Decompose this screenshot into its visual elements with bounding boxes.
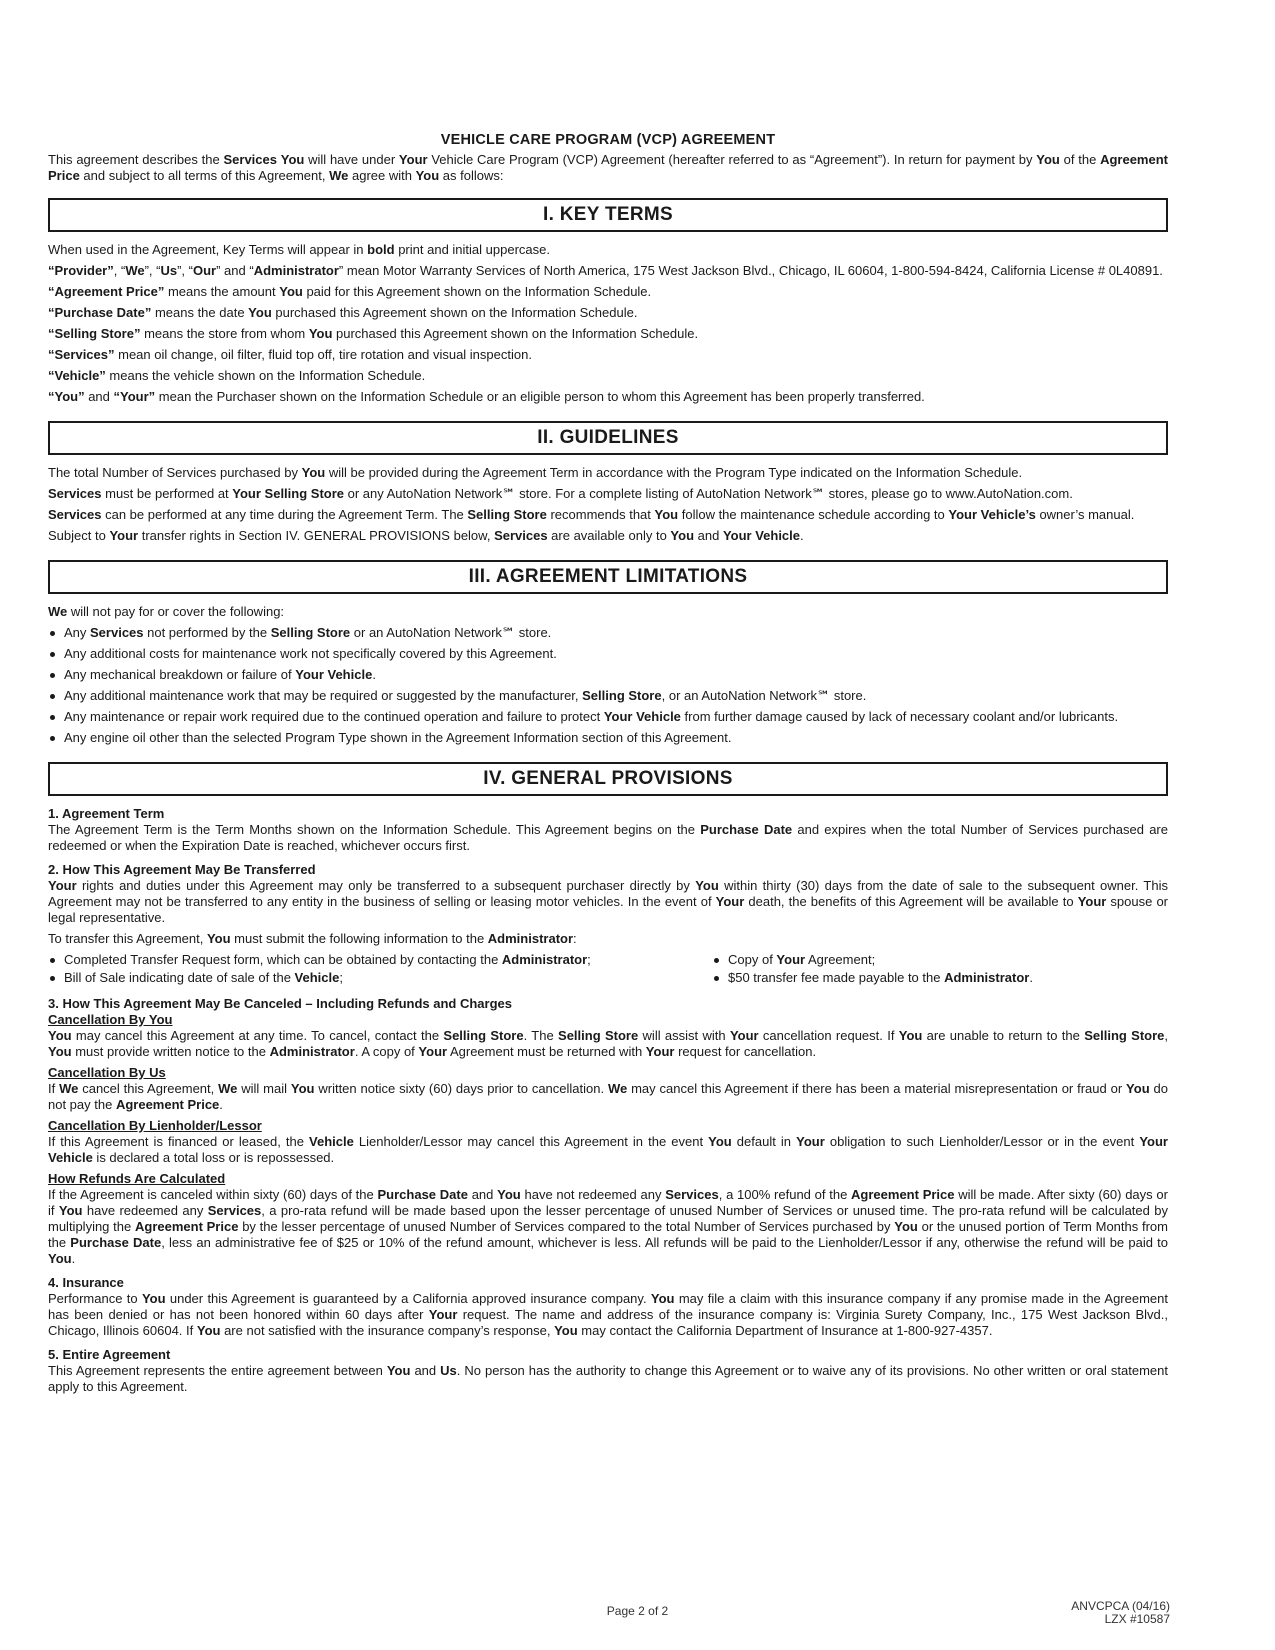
paragraph: “You” and “Your” mean the Purchaser shown on the Information Schedule or an eligible person to whom this Agreement has been properly transferred. [48,389,925,404]
bold-term: We [218,1081,238,1096]
bold-term: Services [207,1203,262,1218]
bold-term: Services [223,152,277,167]
bold-term: Us [160,263,178,278]
section-guidelines [48,421,1168,544]
bold-term: Vehicle [294,970,340,985]
bold-term: You [497,1187,521,1202]
bold-term: You [301,465,326,480]
document-title: VEHICLE CARE PROGRAM (VCP) AGREEMENT [440,132,776,148]
key-terms-body [48,242,1168,405]
bold-term: Your [418,1044,448,1059]
bold-term: You [695,878,719,893]
bold-term: You [650,1291,675,1306]
bold-term: Purchase Date [377,1187,468,1202]
agreement-term-text: The Agreement Term is the Term Months shown on the Information Schedule. This Agreement begins on the Purchase Date and expires when the total Number of Services purchased are redeemed or when the Expiration Date is reached, whichever occurs first. [48,822,1168,853]
bold-term: You [386,1363,411,1378]
bold-term: Your [796,1134,825,1149]
bold-term: You [206,931,231,946]
paragraph: “Agreement Price” means the amount You paid for this Agreement shown on the Information Schedule. [48,284,652,299]
bold-term: Your Vehicle [48,1134,1168,1165]
bullet-item: Any Services not performed by the Selling Store or an AutoNation Network℠ store. [48,625,1168,641]
bold-term: Agreement Price [134,1219,239,1234]
bold-term: Services [90,625,144,640]
bold-term: You [708,1134,732,1149]
bold-term: Services [48,507,102,522]
bold-term: Agreement Price [851,1187,955,1202]
bold-term: Agreement Price [48,152,1168,183]
bold-term: “Services” [48,347,115,362]
form-code-block [1071,1600,1170,1626]
bold-term: Vehicle [309,1134,354,1149]
bold-term: You [670,528,695,543]
bold-term: You [308,326,333,341]
cancel-by-us-heading: Cancellation By Us [48,1065,166,1080]
bold-term: Services [48,486,102,501]
cancel-by-you-heading: Cancellation By You [48,1012,173,1027]
bullet-item: Any mechanical breakdown or failure of Your Vehicle. [48,667,1168,683]
section-general-provisions [48,762,1168,1395]
cancel-by-us-text: If We cancel this Agreement, We will mail You written notice sixty (60) days prior to cancellation. We may cancel this Agreement if there has been a material misrepresentation or fraud or You do not pay the Agreement Price. [48,1081,1168,1112]
bullet-item: Any additional costs for maintenance work not specifically covered by this Agreement. [48,646,1168,662]
bold-term: Services [665,1187,719,1202]
bold-term: Your [428,1307,458,1322]
bullet-item: Bill of Sale indicating date of sale of the Vehicle; [48,970,712,986]
bold-term: Selling Store [443,1028,524,1043]
bold-term: We [59,1081,79,1096]
bold-term: You [48,1251,72,1266]
transfer-lead: To transfer this Agreement, You must submit the following information to the Administrator: [48,931,577,946]
bold-term: Your Vehicle’s [948,507,1036,522]
agreement-page [48,132,1168,1400]
bold-term: “You” [48,389,85,404]
bullet-item: Any engine oil other than the selected Program Type shown in the Agreement Information section of this Agreement. [48,730,1168,746]
bold-term: bold [367,242,395,257]
bold-term: Your [776,952,806,967]
bold-term: Your [1077,894,1107,909]
bold-term: Administrator [501,952,588,967]
insurance-heading: 4. Insurance [48,1275,124,1290]
bold-term: Our [192,263,217,278]
bold-term: Your [715,894,745,909]
paragraph: “Purchase Date” means the date You purchased this Agreement shown on the Information Schedule. [48,305,638,320]
bold-term: You [141,1291,166,1306]
bold-term: “Purchase Date” [48,305,152,320]
paragraph: When used in the Agreement, Key Terms will appear in bold print and initial uppercase. [48,242,550,257]
bold-term: You [280,152,305,167]
insurance-text: Performance to You under this Agreement is guaranteed by a California approved insurance company. You may file a claim with this insurance company if any promise made in the Agreement has been denied or has not been honored within 60 days after Your request. The name and address of the insurance company is: Virginia Surety Company, Inc., 175 West Jackson Blvd., Chicago, Illinois 60604. If You are not satisfied with the insurance company’s response, You may contact the California Department of Insurance at 1-800-927-4357. [48,1291,1168,1338]
bold-term: Selling Store [270,625,351,640]
bold-term: Your [645,1044,675,1059]
bold-term: We [329,168,349,183]
lzx-number: LZX #10587 [1104,1612,1170,1626]
refund-heading: How Refunds Are Calculated [48,1171,226,1186]
bullet-item: $50 transfer fee made payable to the Administrator. [712,970,1168,986]
paragraph: “Provider”, “We”, “Us”, “Our” and “Administrator” mean Motor Warranty Services of North America, 175 West Jackson Blvd., Chicago, IL 60604, 1-800-594-8424, California License # 0L40891. [48,263,1163,278]
bold-term: We [48,604,68,619]
bold-term: “Vehicle” [48,368,106,383]
bold-term: Selling Store [582,688,662,703]
transfer-heading: 2. How This Agreement May Be Transferred [48,862,316,877]
entire-agreement-heading: 5. Entire Agreement [48,1347,171,1362]
bold-term: You [415,168,440,183]
bold-term: Services [494,528,548,543]
form-code: ANVCPCA (04/16) [1071,1599,1170,1613]
agreement-term-heading: 1. Agreement Term [48,806,165,821]
section-heading-limitations: III. AGREEMENT LIMITATIONS [48,560,1168,594]
section-heading-key-terms: I. KEY TERMS [48,198,1168,232]
bold-term: Your Selling Store [232,486,344,501]
bullet-item: Completed Transfer Request form, which can be obtained by contacting the Administrator; [48,952,712,968]
bold-term: You [894,1219,918,1234]
paragraph: Services can be performed at any time during the Agreement Term. The Selling Store recommends that You follow the maintenance schedule according to Your Vehicle’s owner’s manual. [48,507,1135,522]
bullet-item: Any maintenance or repair work required due to the continued operation and failure to protect Your Vehicle from further damage caused by lack of necessary coolant and/or lubricants. [48,709,1168,725]
bold-term: You [554,1323,578,1338]
bold-term: Your [729,1028,759,1043]
bold-term: Your [109,528,139,543]
bold-term: Agreement Price [115,1097,220,1112]
paragraph: “Vehicle” means the vehicle shown on the Information Schedule. [48,368,426,383]
bold-term: Your Vehicle [722,528,801,543]
bold-term: Selling Store [558,1028,639,1043]
bold-term: You [898,1028,923,1043]
section-limitations [48,560,1168,746]
paragraph: “Selling Store” means the store from whom You purchased this Agreement shown on the Information Schedule. [48,326,699,341]
transfer-requirements [48,952,1168,988]
bold-term: Administrator [253,263,339,278]
limitations-lead: We will not pay for or cover the following: [48,604,285,619]
cancel-by-lienholder-text: If this Agreement is financed or leased, the Vehicle Lienholder/Lessor may cancel this Agreement in the event You default in Your obligation to such Lienholder/Lessor or in the event Your Vehicle is declared a total loss or is repossessed. [48,1134,1168,1165]
limitations-list [48,625,1168,746]
bold-term: “Agreement Price” [48,284,165,299]
page-number: Page 2 of 2 [606,1604,669,1618]
refund-text: If the Agreement is canceled within sixty (60) days of the Purchase Date and You have not redeemed any Services, a 100% refund of the Agreement Price will be made. After sixty (60) days or if You have redeemed any Services, a pro-rata refund will be made based upon the lesser percentage of unused Number of Services or unused time. The pro-rata refund will be calculated by multiplying the Agreement Price by the lesser percentage of unused Number of Services compared to the total Number of Services purchased by You or the unused portion of Term Months from the Purchase Date, less an administrative fee of $25 or 10% of the refund amount, whichever is less. All refunds will be paid to the Lienholder/Lessor if any, otherwise the refund will be paid to You. [48,1187,1168,1266]
bold-term: Administrator [944,970,1030,985]
bold-term: We [607,1081,628,1096]
bold-term: Purchase Date [70,1235,162,1250]
transfer-text: Your rights and duties under this Agreement may only be transferred to a subsequent purchaser directly by You within thirty (30) days from the date of sale to the subsequent owner. This Agreement may not be transferred to any entity in the business of selling or leasing motor vehicles. In the event of Your death, the benefits of this Agreement will be available to Your spouse or legal representative. [48,878,1169,925]
paragraph: The total Number of Services purchased by You will be provided during the Agreement Term in accordance with the Program Type indicated on the Information Schedule. [48,465,1023,480]
bold-term: You [48,1028,72,1043]
bold-term: You [1036,152,1060,167]
transfer-list-right [712,952,1168,986]
paragraph: Subject to Your transfer rights in Section IV. GENERAL PROVISIONS below, Services are available only to You and Your Vehicle. [48,528,804,543]
section-heading-general: IV. GENERAL PROVISIONS [48,762,1168,796]
bold-term: Your Vehicle [295,667,373,682]
bold-term: You [654,507,679,522]
cancel-heading: 3. How This Agreement May Be Canceled – Including Refunds and Charges [48,996,513,1011]
bold-term: Administrator [487,931,574,946]
bold-term: Administrator [269,1044,355,1059]
bullet-item: Any additional maintenance work that may be required or suggested by the manufacturer, Selling Store, or an AutoNation Network℠ store. [48,688,1168,704]
bold-term: You [248,305,272,320]
guidelines-body [48,465,1168,544]
transfer-list-left [48,952,712,986]
entire-agreement-text: This Agreement represents the entire agreement between You and Us. No person has the authority to change this Agreement or to waive any of its provisions. No other written or oral statement apply to this Agreement. [48,1363,1168,1394]
section-heading-guidelines: II. GUIDELINES [48,421,1168,455]
paragraph: “Services” mean oil change, oil filter, fluid top off, tire rotation and visual inspection. [48,347,532,362]
bold-term: Selling Store [467,507,547,522]
paragraph: Services must be performed at Your Selling Store or any AutoNation Network℠ store. For a complete listing of AutoNation Network℠ stores, please go to www.AutoNation.com. [48,486,1073,501]
bold-term: “Selling Store” [48,326,141,341]
bold-term: You [48,1044,72,1059]
bold-term: You [58,1203,83,1218]
bold-term: Purchase Date [700,822,793,837]
bold-term: “Your” [113,389,156,404]
cancel-by-you-text: You may cancel this Agreement at any time. To cancel, contact the Selling Store. The Selling Store will assist with Your cancellation request. If You are unable to return to the Selling Store, You must provide written notice to the Administrator. A copy of Your Agreement must be returned with Your request for cancellation. [48,1028,1169,1059]
bold-term: You [196,1323,221,1338]
intro-paragraph: This agreement describes the Services You will have under Your Vehicle Care Program (VCP) Agreement (hereafter referred to as “Agreement”). In return for payment by You of the Agreement Price and subject to all terms of this Agreement, We agree with You as follows: [48,152,1168,183]
bullet-item: Copy of Your Agreement; [712,952,1168,968]
bold-term: Your [48,878,77,893]
bold-term: You [290,1081,315,1096]
bold-term: Selling Store [1084,1028,1165,1043]
bold-term: Your [398,152,428,167]
bold-term: You [1126,1081,1150,1096]
bold-term: We [125,263,145,278]
cancel-by-lienholder-heading: Cancellation By Lienholder/Lessor [48,1118,262,1133]
bold-term: You [279,284,303,299]
bold-term: “Provider” [48,263,114,278]
bold-term: Us [440,1363,457,1378]
section-key-terms [48,198,1168,405]
bold-term: Your Vehicle [603,709,681,724]
